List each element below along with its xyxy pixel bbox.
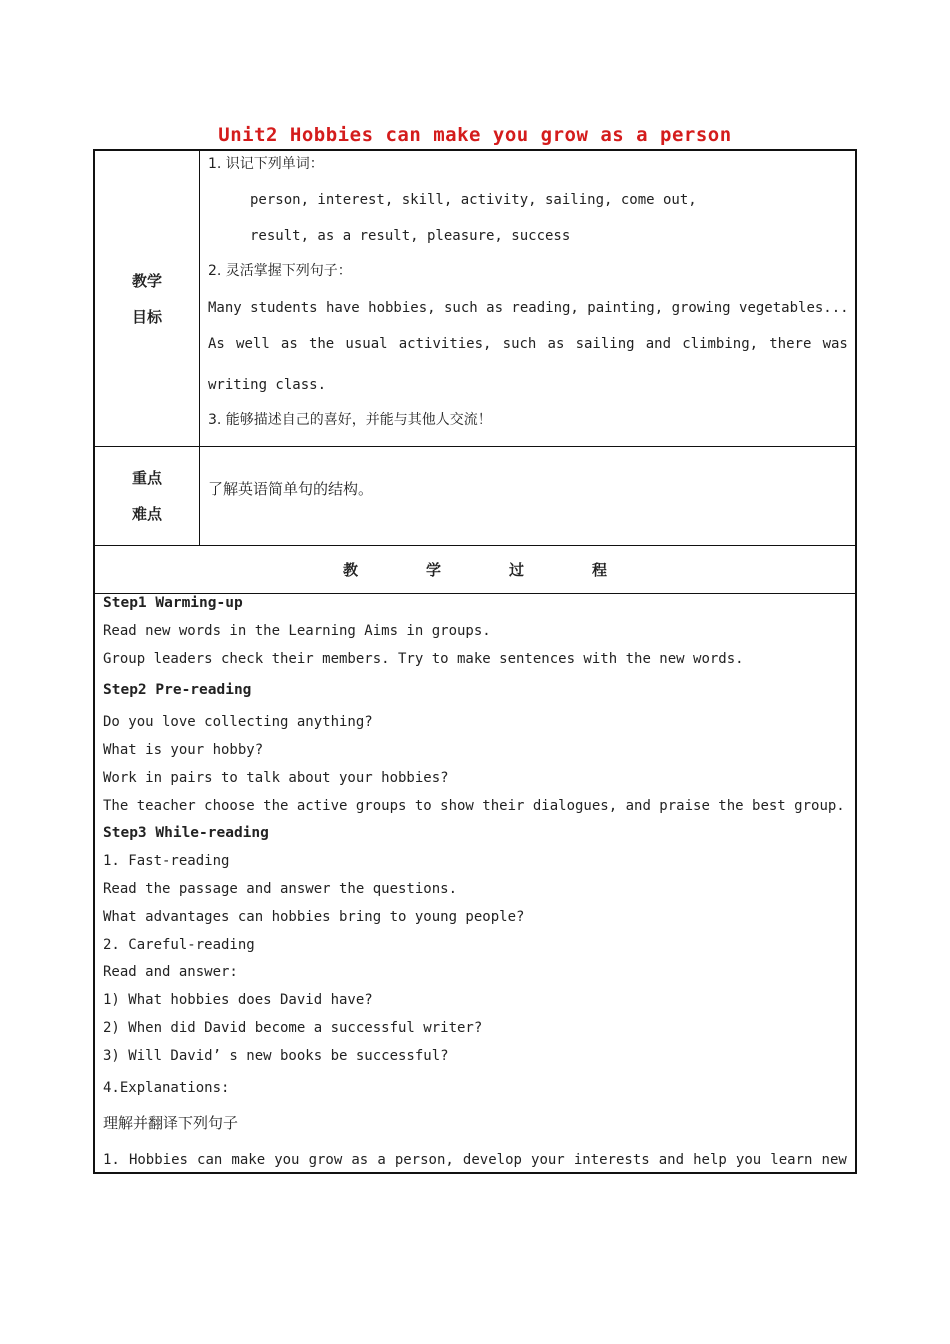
- step2-line: Work in pairs to talk about your hobbies?: [103, 770, 449, 786]
- process-char: 过: [509, 560, 525, 579]
- word: learn: [770, 1152, 813, 1168]
- key-points-content: [200, 446, 855, 545]
- word: sailing: [575, 336, 635, 352]
- fast-reading-line: Read the passage and answer the questions.: [103, 881, 458, 897]
- process-header: [95, 545, 855, 593]
- process-char: 教: [342, 560, 358, 579]
- explanations-heading: 4.Explanations:: [103, 1080, 230, 1096]
- explanations-cn: 理解并翻译下列句子: [103, 1114, 239, 1132]
- label-line: 难点: [131, 504, 162, 523]
- word: activities,: [398, 336, 492, 352]
- word: help: [693, 1152, 727, 1168]
- aim-item-3: 3. 能够描述自己的喜好，并能与其他人交流！: [208, 412, 492, 428]
- label-line: 目标: [131, 307, 162, 326]
- vocab-line-2: result, as a result, pleasure, success: [250, 228, 571, 244]
- word: and: [658, 1152, 685, 1168]
- step2-line: The teacher choose the active groups to show their dialogues, and praise the best group.: [103, 798, 845, 814]
- label-line: 教学: [131, 271, 162, 290]
- fast-reading: 1. Fast-reading: [103, 853, 230, 869]
- word: Hobbies: [128, 1152, 188, 1168]
- careful-reading-line: Read and answer:: [103, 964, 238, 980]
- word: new: [821, 1152, 847, 1168]
- fast-reading-line: What advantages can hobbies bring to young people?: [103, 909, 525, 925]
- explanation-sentence-1: [103, 1151, 847, 1169]
- step1-line: Group leaders check their members. Try to make sentences with the new words.: [103, 651, 744, 667]
- label-line: 重点: [131, 468, 162, 487]
- word: was: [822, 336, 848, 352]
- word: as: [547, 336, 565, 352]
- word: well: [236, 336, 270, 352]
- sentence-2-end: writing class.: [208, 377, 327, 393]
- word: and: [645, 336, 672, 352]
- word: As: [208, 336, 225, 352]
- process-char: 程: [592, 560, 608, 579]
- word: can: [197, 1152, 223, 1168]
- vocab-line-1: person, interest, skill, activity, sailing, come out,: [250, 192, 697, 208]
- word: such: [502, 336, 537, 352]
- question: 2) When did David become a successful writer?: [103, 1020, 483, 1036]
- word: as: [351, 1152, 369, 1168]
- word: your: [531, 1152, 565, 1168]
- process-header-row: [95, 545, 855, 594]
- step2-line: What is your hobby?: [103, 742, 264, 758]
- aim-item-1: 1. 识记下列单词：: [208, 156, 324, 172]
- word: there: [769, 336, 812, 352]
- word: make: [231, 1152, 266, 1168]
- process-char: 学: [425, 560, 441, 579]
- word: you: [274, 1152, 300, 1168]
- word: as: [280, 336, 298, 352]
- sentence-2: [208, 335, 848, 353]
- learning-aims-label: [95, 151, 200, 446]
- word: 1.: [103, 1152, 120, 1168]
- step3-title: Step3 While-reading: [103, 825, 269, 841]
- step1-line: Read new words in the Learning Aims in groups.: [103, 623, 491, 639]
- word: a: [377, 1152, 386, 1168]
- learning-aims-content: [200, 151, 855, 446]
- word: develop: [462, 1152, 522, 1168]
- step1-title: Step1 Warming-up: [103, 595, 243, 611]
- question: 3) Will David’ s new books be successful?: [103, 1048, 449, 1064]
- lesson-plan-table: [93, 149, 857, 1174]
- question: 1) What hobbies does David have?: [103, 992, 373, 1008]
- word: the: [308, 336, 335, 352]
- sentence-1: Many students have hobbies, such as reading, painting, growing vegetables...: [208, 300, 849, 316]
- key-points-label: [95, 446, 200, 545]
- key-points-text: 了解英语简单句的结构。: [208, 480, 374, 498]
- key-points-row: [95, 446, 855, 546]
- aim-item-2: 2. 灵活掌握下列句子：: [208, 263, 352, 279]
- word: grow: [308, 1152, 343, 1168]
- careful-reading: 2. Careful-reading: [103, 937, 255, 953]
- step2-line: Do you love collecting anything?: [103, 714, 373, 730]
- word: person,: [394, 1152, 454, 1168]
- word: you: [735, 1152, 762, 1168]
- learning-aims-row: [95, 151, 855, 447]
- step2-title: Step2 Pre-reading: [103, 682, 252, 698]
- word: climbing,: [682, 336, 759, 352]
- word: interests: [573, 1152, 650, 1168]
- word: usual: [345, 336, 388, 352]
- page-title: Unit2 Hobbies can make you grow as a person: [218, 124, 732, 146]
